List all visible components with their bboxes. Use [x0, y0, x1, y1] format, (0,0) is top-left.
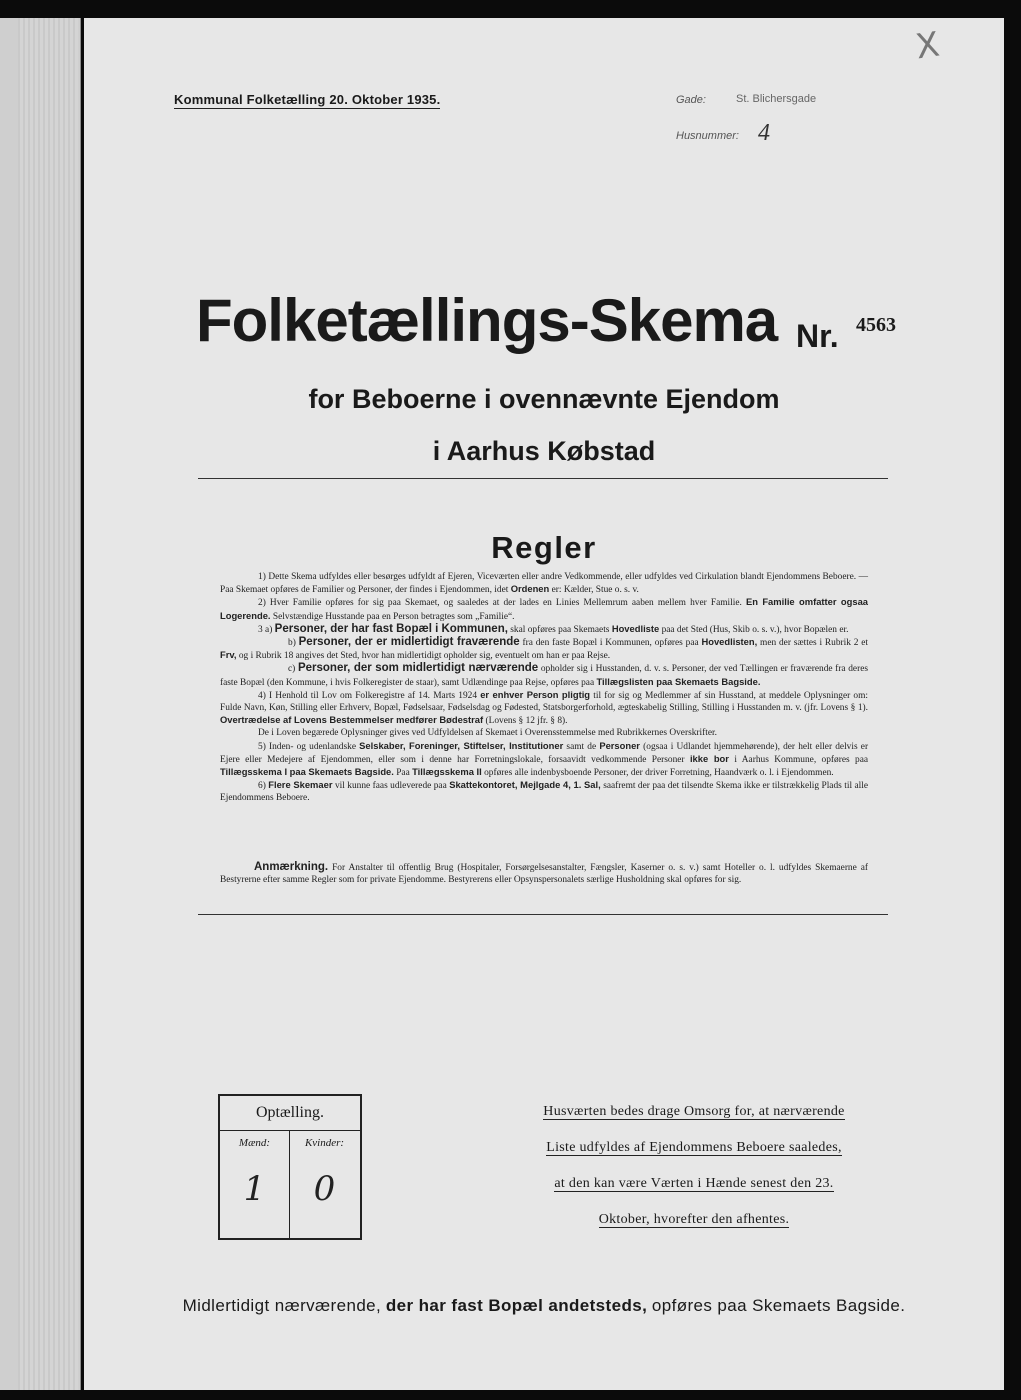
form-number-value: 4563	[856, 314, 896, 336]
rule-3b: b) Personer, der er midlertidigt fraværende fra den faste Bopæl i Kommunen, opføres paa Hovedlisten, men der sættes i Rubrik 2 et Frv, og i Rubrik 18 angives det Sted, hvor han midlertidigt opholder sig, eventuelt om han er paa Rejse.	[220, 636, 869, 662]
rule-4: 4) I Henhold til Lov om Folkeregistre af 14. Marts 1924 er enhver Person pligtig til for sig og Medlemmer af sin Husstand, at meddele Oplysninger om: Fulde Navn, Køn, Stilling eller Erhverv, Bopæl, Fødselsaar, Fødselsdag og Fødested, Statsborgerforhold, ægteskabelig Stilling, Stilling i Husstanden m. v. (jfr. Lovens § 1). Overtrædelse af Lovens Bestemmelser medfører Bødestraf (Lovens § 12 jfr. § 8).	[220, 688, 869, 727]
rules-heading: Regler	[491, 530, 597, 565]
footer-note	[84, 1296, 1004, 1316]
form-title: Folketællings-Skema	[196, 287, 778, 354]
footer-part-3: opføres paa Skemaets Bagside.	[651, 1296, 906, 1315]
form-number-label: Nr.	[796, 318, 839, 354]
binding-stripe	[18, 18, 78, 1390]
form-subtitle-1: for Beboerne i ovennævnte Ejendom	[308, 384, 780, 414]
house-number-label: Husnummer:	[676, 130, 739, 142]
remark-note	[220, 861, 868, 886]
rule-3c: c) Personer, der som midlertidigt nærværende opholder sig i Husstanden, d. v. s. Personer, der ved Tællingen er fraværende fra deres faste Bopæl (den Kommune, i hvis Folkeregister de staar), samt Udlændinge paa Rejse, opføres paa Tillægslisten paa Skemaets Bagside.	[220, 662, 869, 688]
rule-6: 6) Flere Skemaer vil kunne faas udleverede paa Skattekontoret, Mejlgade 4, 1. Sal, saafremt der paa det tilsendte Skema ikke er tilstrækkelig Plads til alle Ejendommens Beboere.	[220, 779, 869, 804]
instruction-line-1: Husværten bedes drage Omsorg for, at nærværende	[543, 1104, 845, 1119]
binding-edge	[0, 18, 81, 1390]
divider-bottom	[198, 914, 888, 915]
women-column	[290, 1131, 359, 1238]
instruction-line-4: Oktober, hvorefter den afhentes.	[598, 1212, 790, 1227]
remark-text: For Anstalter til offentlig Brug (Hospitaler, Forsørgelsesanstalter, Fængsler, Kaserner o. s. v.) samt Hoteller o. l. udfyldes Skemaerne af Bestyrerne efter samme Regler som for private Ejendomme. Bestyrerens eller Opsynspersonalets særlige Husholdning skal opføres for sig.	[220, 863, 869, 886]
instruction-line-2: Liste udfyldes af Ejendommens Beboere saaledes,	[546, 1140, 842, 1155]
count-box	[218, 1094, 362, 1240]
divider-top	[198, 478, 888, 479]
census-date-line: Kommunal Folketælling 20. Oktober 1935.	[174, 92, 441, 107]
street-value: St. Blichersgade	[736, 93, 817, 105]
count-title: Optælling.	[220, 1096, 360, 1131]
street-label: Gade:	[676, 94, 706, 106]
remark-heading: Anmærkning.	[254, 861, 329, 873]
census-form-page	[84, 18, 1004, 1390]
corner-mark: X	[913, 24, 942, 68]
house-number-value: 4	[758, 120, 770, 146]
rule-5: 5) Inden- og udenlandske Selskaber, Foreninger, Stiftelser, Institutioner samt de Personer (ogsaa i Udlandet hjemmehørende), der helt eller delvis er Ejere eller Medejere af Ejendommen, eller som i denne har Forretningslokale, forsaavidt vedkommende Personer ikke bor i Aarhus Kommune, opføres paa Tillægsskema I paa Skemaets Bagside. Paa Tillægsskema II opføres alle indenbysboende Personer, der driver Forretning, Haandværk o. l. i Ejendommen.	[220, 739, 869, 779]
rule-3a: 3 a) Personer, der har fast Bopæl i Kommunen, skal opføres paa Skemaets Hovedliste paa det Sted (Hus, Skib o. s. v.), hvor Bopælen er.	[258, 622, 849, 635]
footer-part-2: der har fast Bopæl andetsteds,	[385, 1296, 648, 1315]
men-column	[220, 1131, 290, 1238]
rules-text	[220, 571, 868, 805]
instruction-line-3: at den kan være Værten i Hænde senest den 23.	[554, 1176, 834, 1191]
rule-4b: De i Loven begærede Oplysninger gives ved Udfyldelsen af Skemaet i Overensstemmelse med Rubrikkernes Overskrifter.	[258, 728, 717, 739]
footer-part-1: Midlertidigt nærværende,	[182, 1296, 382, 1315]
men-label: Mænd:	[238, 1137, 271, 1149]
women-label: Kvinder:	[304, 1137, 345, 1149]
women-count: 0	[313, 1169, 336, 1209]
form-subtitle-2: i Aarhus Købstad	[432, 436, 656, 466]
rule-1: 1) Dette Skema udfyldes eller besørges udfyldt af Ejeren, Viceværten eller andre Vedkommende, eller udfyldes ved Cirkulation blandt Ejendommens Beboere. — Paa Skemaet opføres de Familier og Personer, der findes i Ejendommen, idet Ordenen er: Kælder, Stue o. s. v.	[220, 572, 868, 596]
rule-2: 2) Hver Familie opføres for sig paa Skemaet, og saaledes at der lades en Linies Mellemrum aaben mellem hver Familie. En Familie omfatter ogsaa Logerende. Selvstændige Husstande paa en Person betragtes som „Familie“.	[220, 596, 868, 622]
men-count: 1	[243, 1169, 266, 1209]
